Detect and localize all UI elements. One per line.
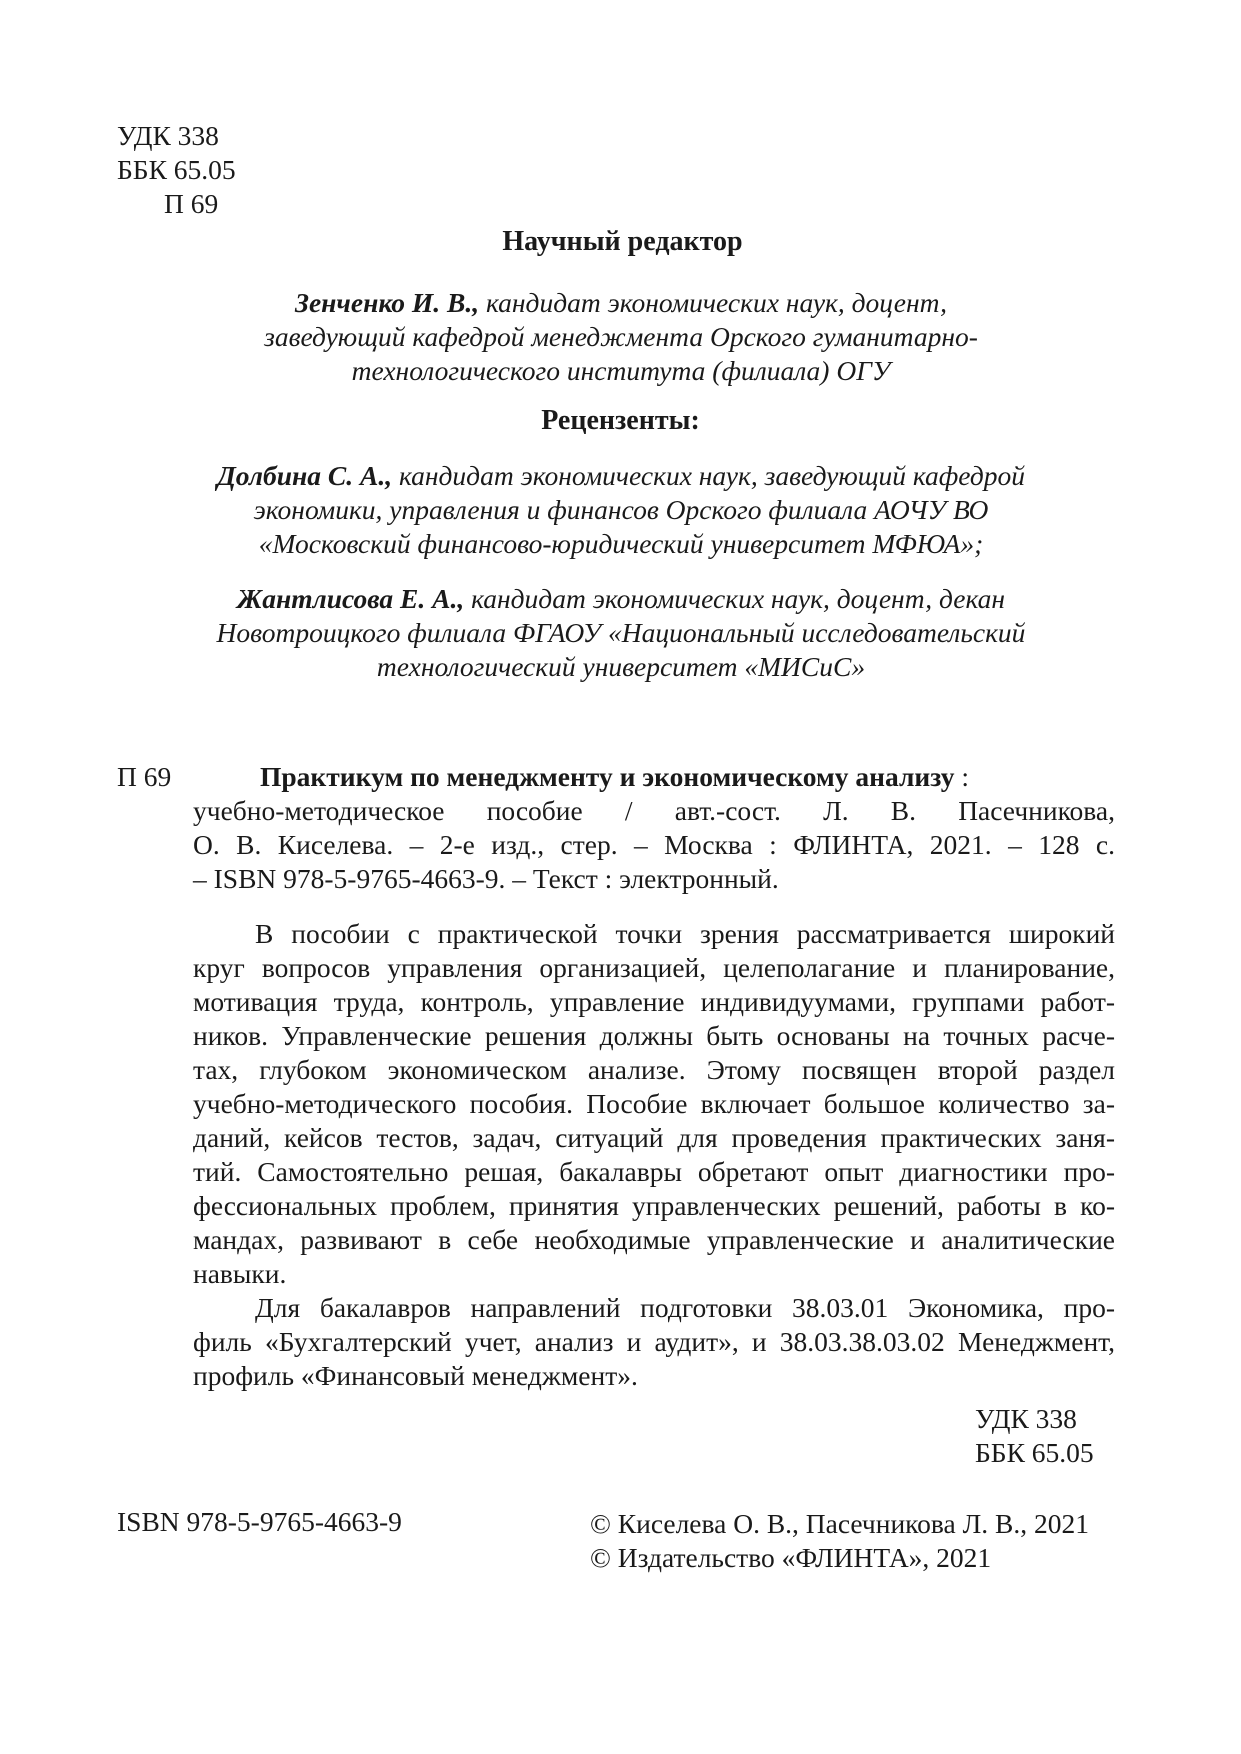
scientific-editor-line-3: технологического института (филиала) ОГУ <box>351 355 891 386</box>
annotation-line: навыки. <box>193 1258 287 1289</box>
bib-title-line: Практикум по менеджменту и экономическому анализу : <box>260 761 969 792</box>
copyright-authors: © Киселева О. В., Пасечникова Л. В., 2021 <box>590 1508 1089 1539</box>
reviewer-2-line-1: Жантлисова Е. А., кандидат экономических наук, доцент, декан <box>236 583 1006 614</box>
reviewer-2-name: Жантлисова Е. А., <box>236 583 465 614</box>
annotation-line: учебно-методического пособия. Пособие включает большое количество за- <box>193 1088 1115 1119</box>
annotation-line: тах, глубоком экономическом анализе. Этому посвящен второй раздел <box>193 1054 1115 1085</box>
author-mark: П 69 <box>164 188 219 219</box>
udk-code: УДК 338 <box>117 120 219 151</box>
audience-line: филь «Бухгалтерский учет, анализ и аудит», и 38.03.38.03.02 Менеджмент, <box>193 1326 1115 1357</box>
reviewer-2-line-3: технологический университет «МИСиС» <box>376 651 866 682</box>
bib-line-3: – ISBN 978-5-9765-4663-9. – Текст : электронный. <box>193 863 779 894</box>
audience-line: Для бакалавров направлений подготовки 38.03.01 Экономика, про- <box>255 1292 1115 1323</box>
scientific-editor-heading: Научный редактор <box>502 226 743 257</box>
scientific-editor-name: Зенченко И. В., <box>294 287 480 318</box>
bib-line-2: О. В. Киселева. – 2-е изд., стер. – Москва : ФЛИНТА, 2021. – 128 с. <box>193 829 1115 860</box>
annotation-line: круг вопросов управления организацией, целеполагание и планирование, <box>193 952 1115 983</box>
annotation-line: даний, кейсов тестов, задач, ситуаций для проведения практических заня- <box>193 1122 1115 1153</box>
annotation-line: мотивация труда, контроль, управление индивидуумами, группами работ- <box>193 986 1115 1017</box>
annotation-line: ников. Управленческие решения должны быть основаны на точных расче- <box>193 1020 1115 1051</box>
reviewer-1-name: Долбина С. А., <box>217 460 393 491</box>
annotation-line: фессиональных проблем, принятия управленческих решений, работы в ко- <box>193 1190 1115 1221</box>
isbn: ISBN 978-5-9765-4663-9 <box>117 1506 402 1537</box>
annotation-line: мандах, развивают в себе необходимые управленческие и аналитические <box>193 1224 1115 1255</box>
scientific-editor-line-2: заведующий кафедрой менеджмента Орского гуманитарно- <box>264 321 978 352</box>
reviewer-1-line-2: экономики, управления и финансов Орского филиала АОЧУ ВО <box>253 494 989 525</box>
bbk-code-bottom: ББК 65.05 <box>975 1437 1094 1468</box>
reviewer-1-line-3: «Московский финансово-юридический университет МФЮА»; <box>258 528 984 559</box>
copyright-publisher: © Издательство «ФЛИНТА», 2021 <box>590 1542 992 1573</box>
reviewer-1-line-1: Долбина С. А., кандидат экономических наук, заведующий кафедрой <box>217 460 1025 491</box>
reviewers-heading: Рецензенты: <box>541 405 700 436</box>
udk-code-bottom: УДК 338 <box>975 1403 1077 1434</box>
book-title: Практикум по менеджменту и экономическому анализу <box>260 761 955 792</box>
annotation-line: тий. Самостоятельно решая, бакалавры обретают опыт диагностики про- <box>193 1156 1115 1187</box>
bbk-code: ББК 65.05 <box>117 154 236 185</box>
audience-line: профиль «Финансовый менеджмент». <box>193 1360 638 1391</box>
reviewer-2-line-2: Новотроицкого филиала ФГАОУ «Национальный исследовательский <box>216 617 1026 648</box>
annotation-line: В пособии с практической точки зрения рассматривается широкий <box>255 918 1115 949</box>
scientific-editor-line-1: Зенченко И. В., кандидат экономических наук, доцент, <box>294 287 948 318</box>
bib-line-1: учебно-методическое пособие / авт.-сост. Л. В. Пасечникова, <box>193 795 1115 826</box>
bib-author-mark: П 69 <box>117 761 172 792</box>
